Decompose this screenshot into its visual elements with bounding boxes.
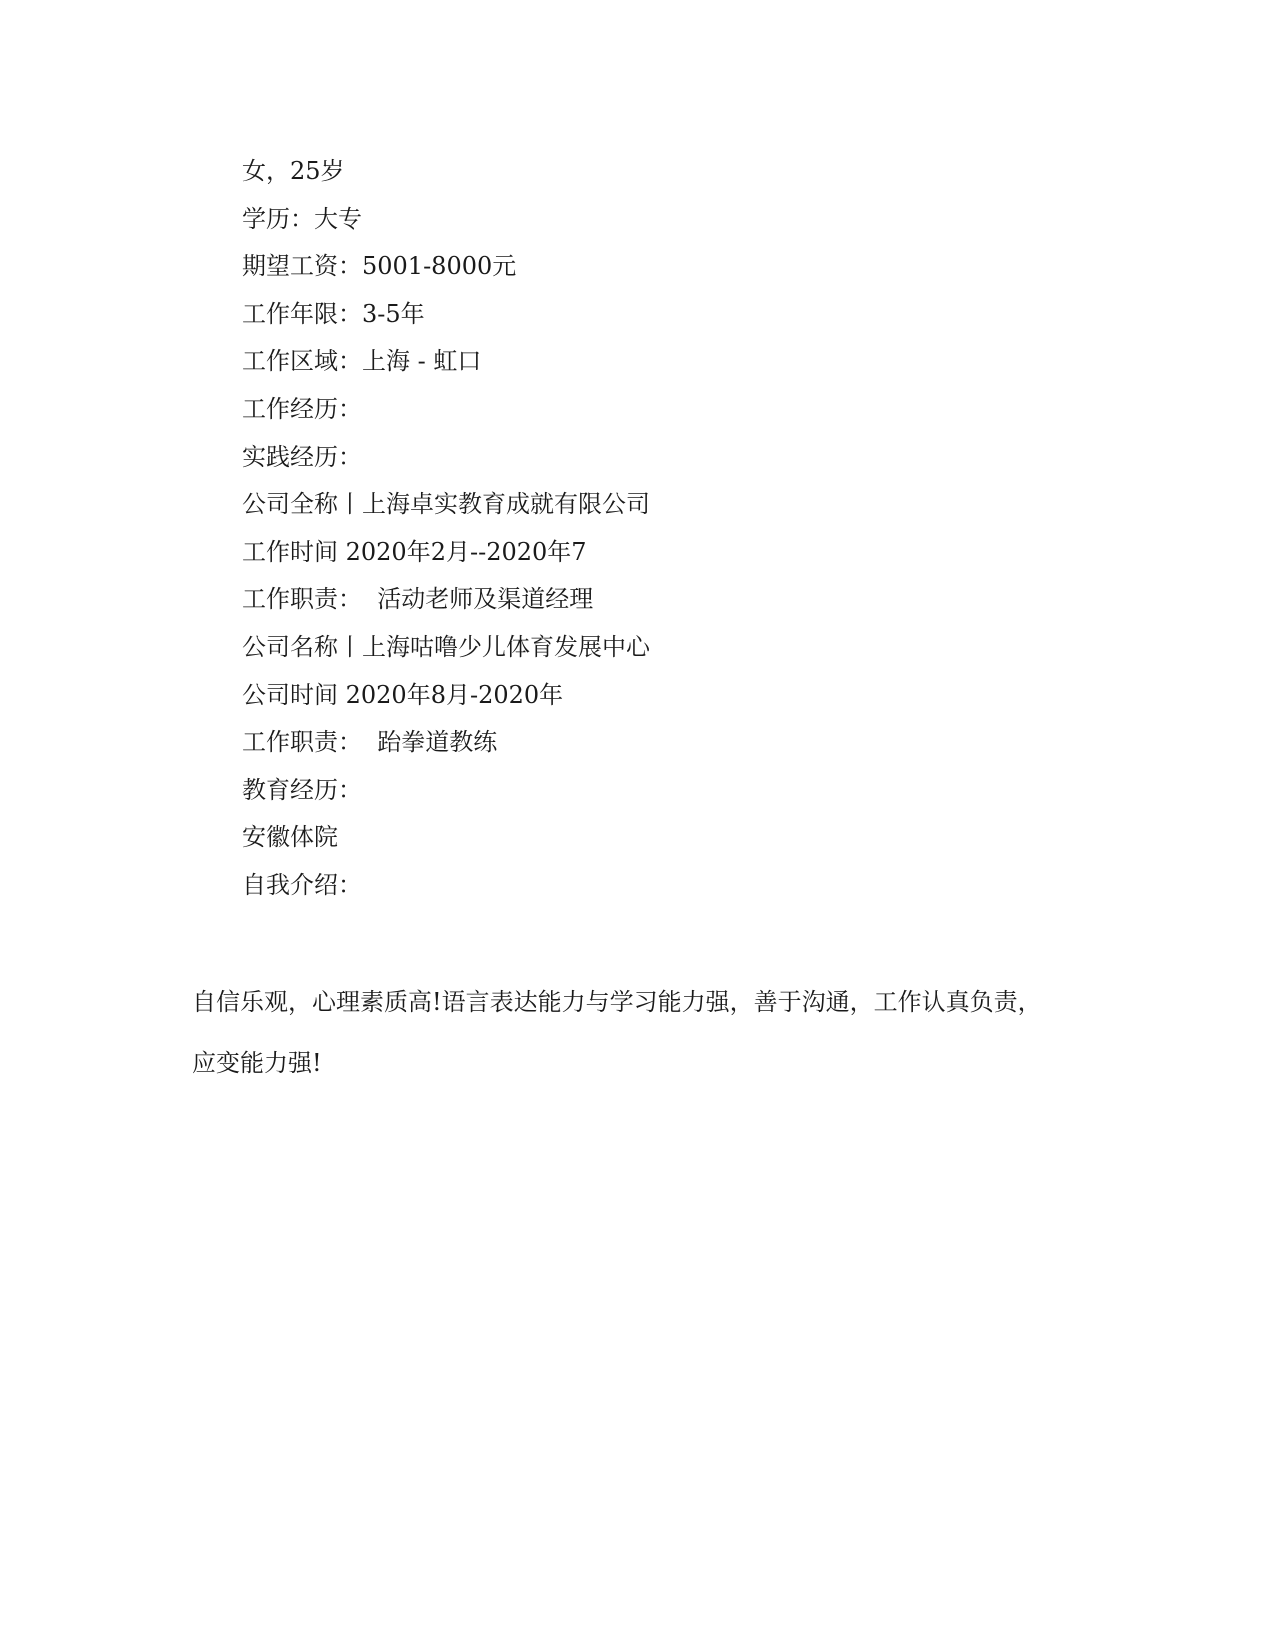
self-intro-paragraph (192, 972, 1092, 1094)
expected-salary: 期望工资：5001-8000元 (242, 252, 517, 281)
work-area: 工作区域：上海 - 虹口 (242, 347, 482, 376)
company-2-period: 公司时间 2020年8月-2020年 (242, 680, 564, 709)
work-years: 工作年限：3-5年 (242, 299, 425, 328)
company-1-name: 公司全称丨上海卓实教育成就有限公司 (242, 490, 650, 519)
education-heading: 教育经历： (242, 775, 362, 804)
resume-details (242, 155, 1142, 917)
work-experience-heading: 工作经历： (242, 394, 362, 423)
self-intro-line-2: 应变能力强! (192, 1049, 322, 1077)
practice-experience-heading: 实践经历： (242, 442, 362, 471)
company-1-period: 工作时间 2020年2月--2020年7 (242, 537, 587, 566)
company-1-duties: 工作职责： 活动老师及渠道经理 (242, 585, 594, 614)
company-2-duties: 工作职责： 跆拳道教练 (242, 728, 498, 757)
school-name: 安徽体院 (242, 823, 338, 852)
education-level: 学历：大专 (242, 204, 362, 233)
gender-age: 女，25岁 (242, 157, 345, 185)
self-intro-heading: 自我介绍： (242, 870, 362, 899)
self-intro-line-1: 自信乐观，心理素质高!语言表达能力与学习能力强，善于沟通，工作认真负责， (192, 988, 1042, 1016)
company-2-name: 公司名称丨上海咕噜少儿体育发展中心 (242, 632, 650, 661)
